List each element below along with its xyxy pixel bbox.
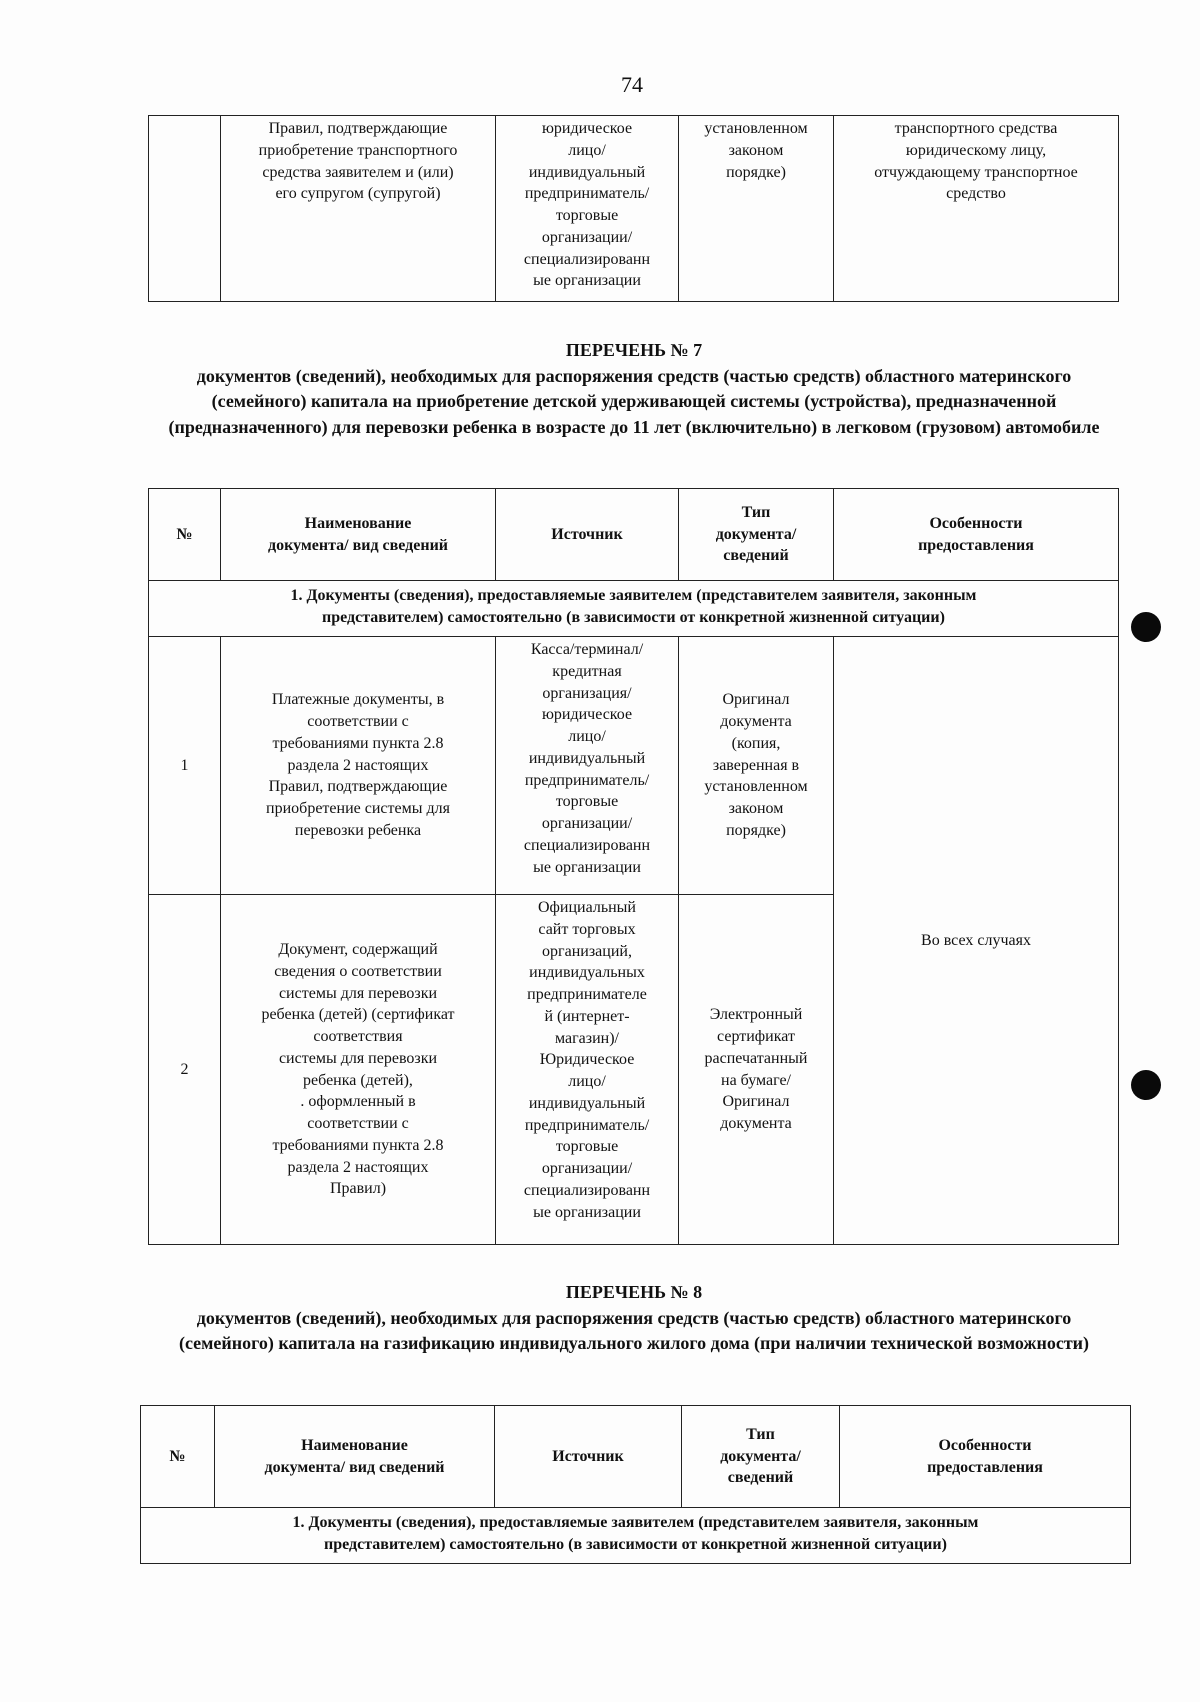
cell-num: 2 [149,895,221,1245]
cell-source: юридическое лицо/ индивидуальный предприниматель/ торговые организации/ специализированн ые организации [496,116,679,302]
cell-source: Официальный сайт торговых организаций, индивидуальных предпринимателе й (интернет- магазин)/ Юридическое лицо/ индивидуальный предприниматель/ торговые организации/ специализированн ые организации [496,895,679,1245]
section-row [149,581,1119,637]
list7-heading [150,338,1118,440]
header-features: Особенности предоставления [840,1406,1131,1508]
page-number: 74 [621,72,643,97]
list8-table [140,1405,1131,1564]
header-num: № [149,489,221,581]
cell-features: транспортного средства юридическому лицу, отчуждающему транспортное средство [834,116,1119,302]
cell-name: Правил, подтверждающие приобретение транспортного средства заявителем и (или) его супругом (супругой) [221,116,496,302]
section-title: 1. Документы (сведения), предоставляемые заявителем (представителем заявителя, законным представителем) самостоятельно (в зависимости от конкретной жизненной ситуации) [149,581,1119,637]
cell-source: Касса/терминал/ кредитная организация/ юридическое лицо/ индивидуальный предприниматель/ торговые организации/ специализированн ые организации [496,637,679,895]
cell-type: Оригинал документа (копия, заверенная в установленном законом порядке) [679,637,834,895]
list8-subtitle: документов (сведений), необходимых для распоряжения средств (частью средств) областного материнского (семейного) капитала на газификацию индивидуального жилого дома (при наличии технической возможности) [178,1307,1090,1354]
section-row [141,1508,1131,1564]
cell-type: Электронный сертификат распечатанный на бумаге/ Оригинал документа [679,895,834,1245]
cell-name: Платежные документы, в соответствии с требованиями пункта 2.8 раздела 2 настоящих Правил, подтверждающие приобретение системы для перевозки ребенка [221,637,496,895]
list7-table [148,488,1119,1245]
continuation-table [148,115,1119,302]
table-row [149,116,1119,302]
header-features: Особенности предоставления [834,489,1119,581]
header-type: Тип документа/ сведений [679,489,834,581]
section-title: 1. Документы (сведения), предоставляемые заявителем (представителем заявителя, законным представителем) самостоятельно (в зависимости от конкретной жизненной ситуации) [141,1508,1131,1564]
cell-num [149,116,221,302]
table-header-row [141,1406,1131,1508]
header-type: Тип документа/ сведений [682,1406,840,1508]
cell-name: Документ, содержащий сведения о соответствии системы для перевозки ребенка (детей) (сертификат соответствия системы для перевозки ребенка (детей), . оформленный в соответствии с требованиями пункта 2.8 раздела 2 настоящих Правил) [221,895,496,1245]
cell-features: Во всех случаях [834,637,1119,1245]
list7-title: ПЕРЕЧЕНЬ № 7 [565,340,703,360]
header-num: № [141,1406,215,1508]
header-source: Источник [496,489,679,581]
cell-type: установленном законом порядке) [679,116,834,302]
list8-title: ПЕРЕЧЕНЬ № 8 [565,1282,703,1302]
list8-heading [150,1280,1118,1357]
table-header-row [149,489,1119,581]
binder-hole-mark [1131,612,1161,642]
list7-subtitle: документов (сведений), необходимых для распоряжения средств (частью средств) областного материнского (семейного) капитала на приобретение детской удерживающей системы (устройства), предназначенной (предназначенного) для перевозки ребенка в возрасте до 11 лет (включительно) в легковом (грузовом) автомобиле [168,365,1100,437]
header-source: Источник [495,1406,682,1508]
header-name: Наименование документа/ вид сведений [221,489,496,581]
cell-num: 1 [149,637,221,895]
header-name: Наименование документа/ вид сведений [215,1406,495,1508]
table-row [149,637,1119,895]
binder-hole-mark [1131,1070,1161,1100]
